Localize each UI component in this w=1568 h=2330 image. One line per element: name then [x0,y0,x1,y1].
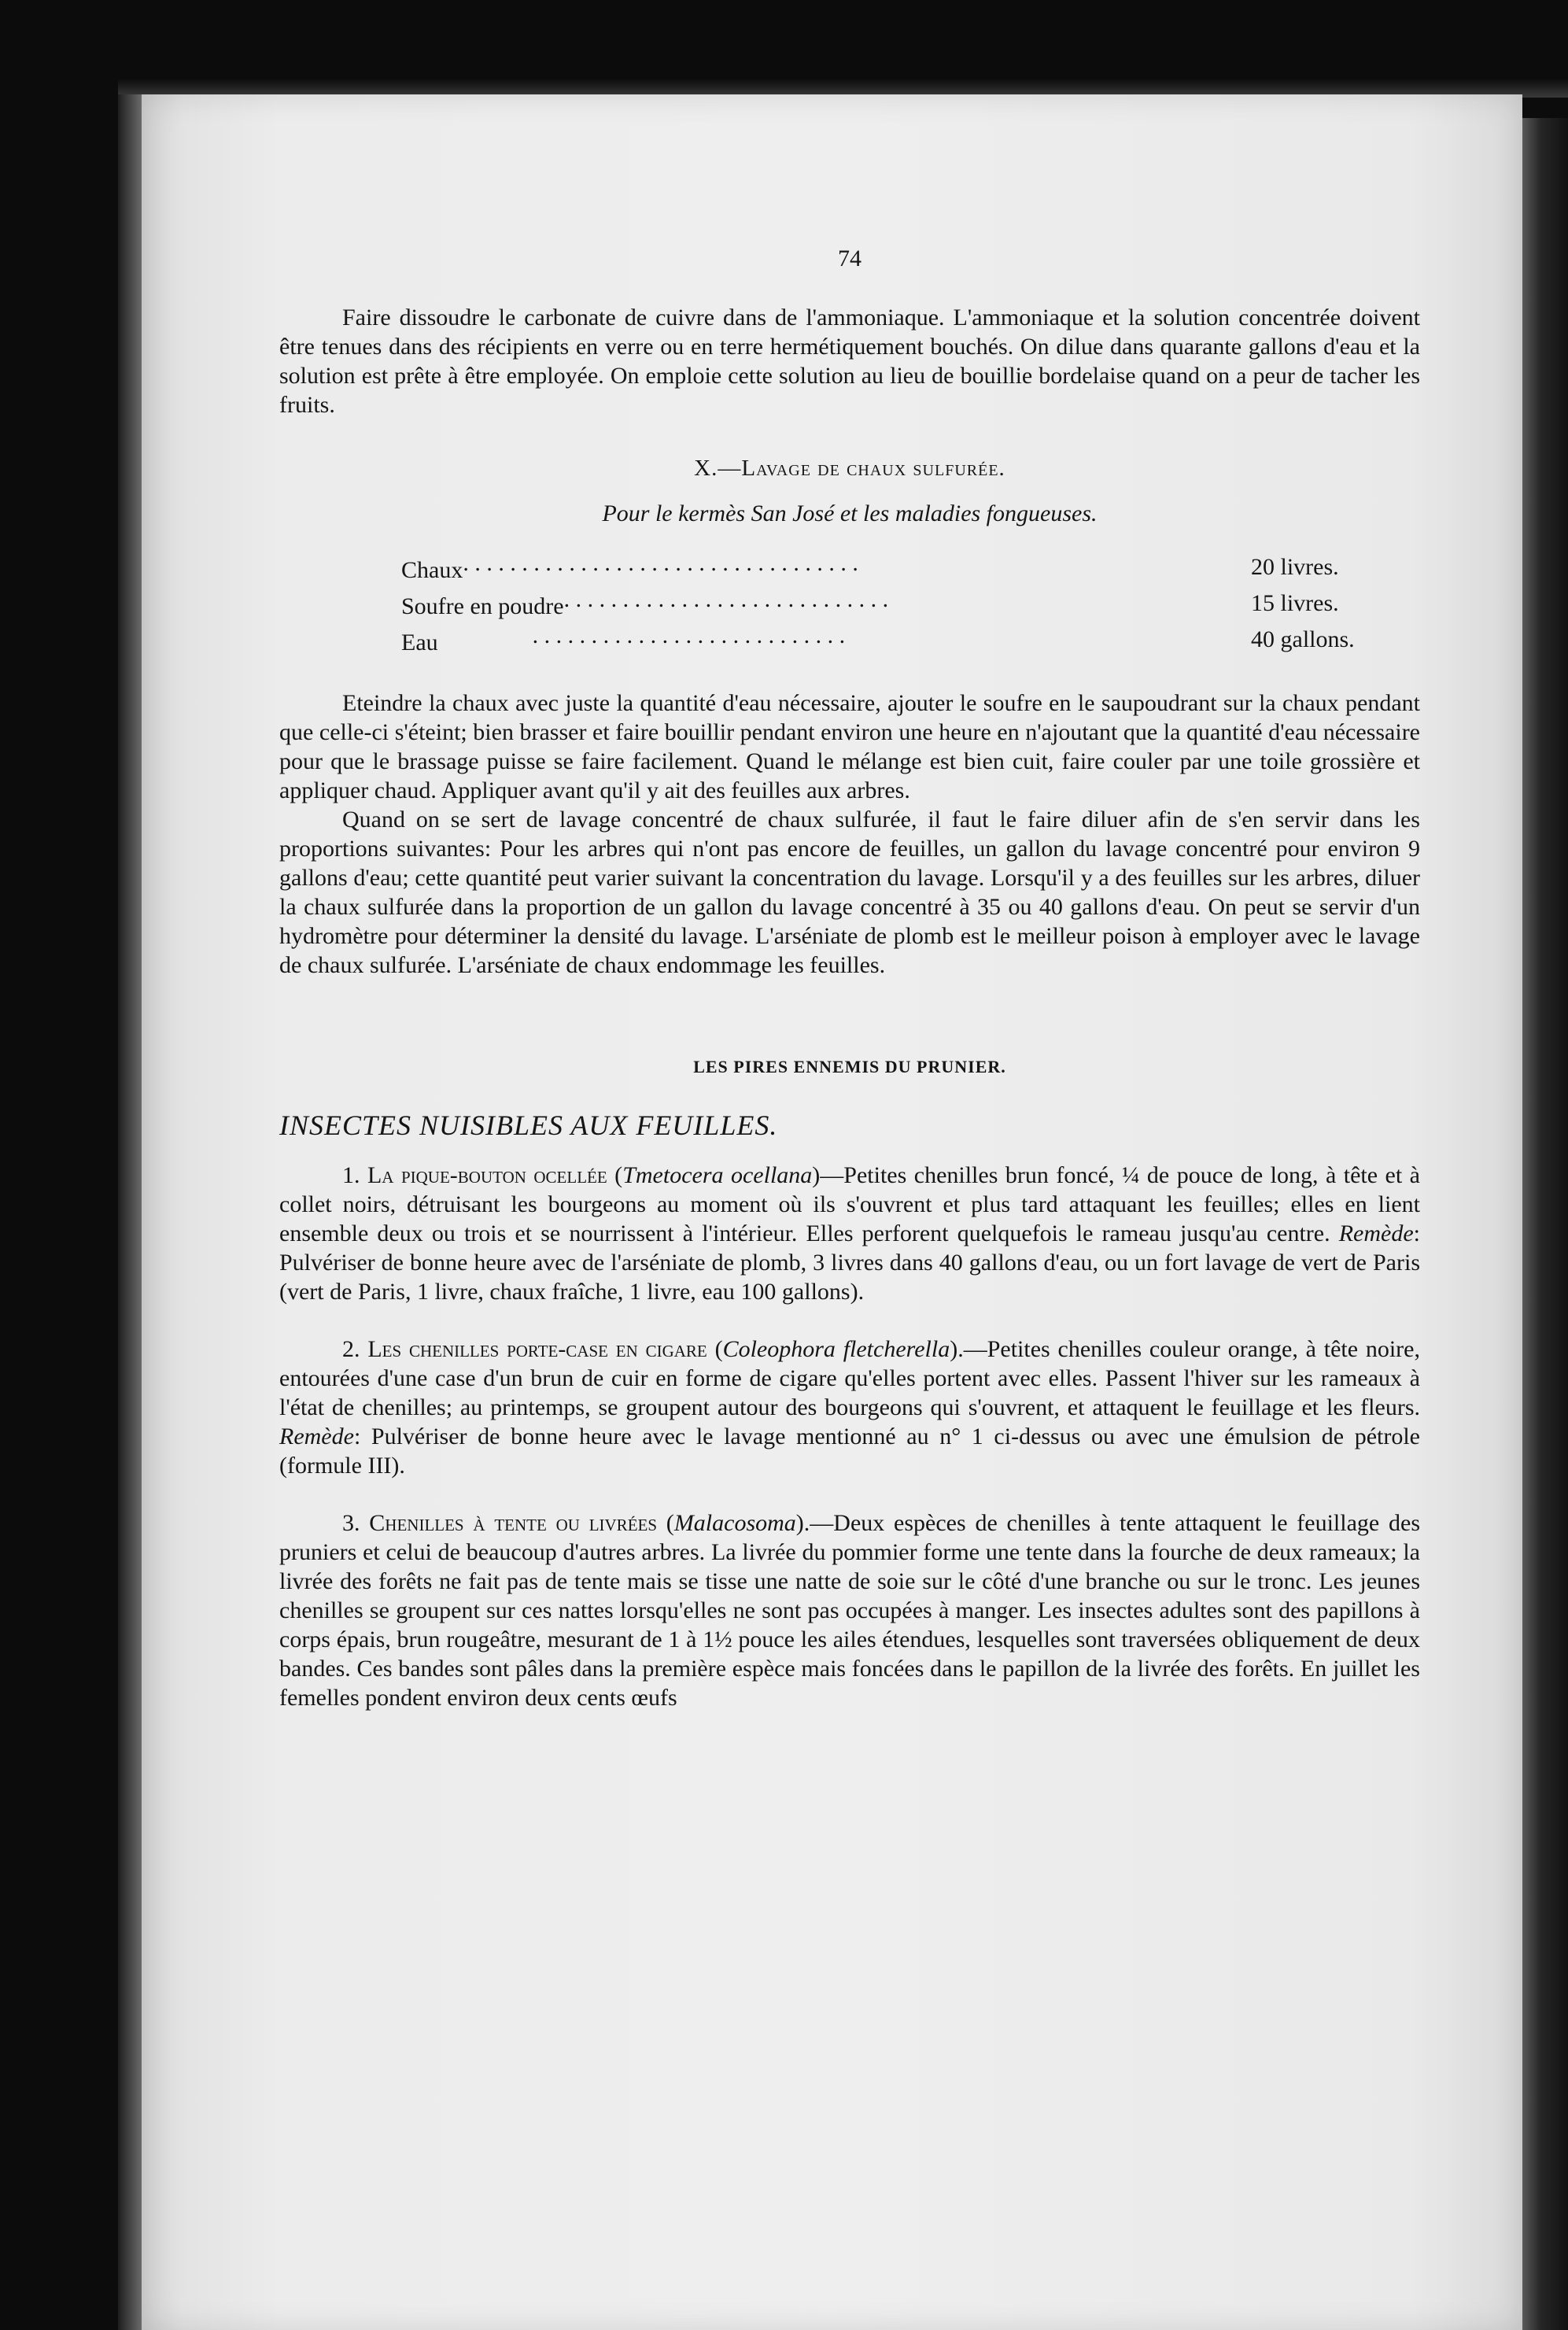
entry-name: Les chenilles porte-case en cigare [367,1336,707,1362]
ingredient-quantity: 40 gallons. [1251,626,1355,652]
entry-number: 3. [342,1510,360,1536]
page-number: 74 [838,246,861,271]
section-title: X.—Lavage de chaux sulfurée. [694,456,1005,481]
remedy-text: : Pulvériser de bonne heure avec le lavage mentionné au n° 1 ci-dessus ou avec une émulsion de pétrole (formule III). [279,1423,1420,1479]
ingredient-row [401,621,1355,657]
entry-2: 2. Les chenilles porte-case en cigare (Coleophora fletcherella).—Petites chenilles couleur orange, à tête noire, entourées d'une case d'un brun de cuir en forme de cigare qu'elles portent avec elles. Passent l'hiver sur les rameaux à l'état de chenilles; au printemps, se groupent autour des bourgeons qui s'ouvrent, et attaquent le feuillage et les fleurs. Remède: Pulvériser de bonne heure avec le lavage mentionné au n° 1 ci-dessus ou avec une émulsion de pétrole (formule III). [279,1336,1420,1479]
remedy-label: Remède [279,1423,354,1449]
entry-name: Chenilles à tente ou livrées [369,1510,658,1536]
ingredients-table [401,548,1355,657]
entry-number: 1. [342,1162,360,1188]
ingredient-name: Eau [401,630,438,655]
page-content [279,244,1420,1741]
entry-name: La pique-bouton ocellée [367,1162,607,1188]
ingredient-row [401,585,1355,621]
scan-left-edge [118,94,142,2330]
dot-leader: . . . . . . . . . . . . . . . . . . . . . . . . . . . [437,622,846,648]
entry-text: .—Petites chenilles couleur orange, à tête noire, entourées d'une case d'un brun de cuir en forme de cigare qu'elles portent avec elles. Passent l'hiver sur les rameaux à l'état de chenilles; au printemps, se groupent autour des bourgeons qui s'ouvrent, et attaquent le feuillage et les fleurs. [279,1336,1420,1420]
dot-leader: . . . . . . . . . . . . . . . . . . . . . . . . . . . . [563,586,889,612]
section-subtitle: Pour le kermès San José et les maladies fongueuses. [602,500,1098,526]
mixing-paragraph: Eteindre la chaux avec juste la quantité d'eau nécessaire, ajouter le soufre en le saupoudrant sur la chaux pendant que celle-ci s'éteint; bien brasser et faire bouillir pendant environ une heure en n'ajoutant que la quantité d'eau nécessaire pour que le brassage puisse se faire facilement. Quand le mélange est bien cuit, faire couler par une toile grossière et appliquer chaud. Appliquer avant qu'il y ait des feuilles aux arbres. [279,690,1420,803]
entry-text: —Petites chenilles brun foncé, ¼ de pouce de long, à tête et à collet noirs, détruisant les bourgeons au moment où ils s'ouvrent et plus tard attaquant les feuilles; elles en lient ensemble deux ou trois et se nourrissent à l'intérieur. Elles perforent quelquefois le rameau jusqu'au centre. [279,1162,1420,1246]
entry-1: 1. La pique-bouton ocellée (Tmetocera ocellana)—Petites chenilles brun foncé, ¼ de pouce de long, à tête et à collet noirs, détruisant les bourgeons au moment où ils s'ouvrent et plus tard attaquant les feuilles; elles en lient ensemble deux ou trois et se nourrissent à l'intérieur. Elles perforent quelquefois le rameau jusqu'au centre. Remède: Pulvériser de bonne heure avec de l'arséniate de plomb, 3 livres dans 40 gallons d'eau, ou un fort lavage de vert de Paris (vert de Paris, 1 livre, chaux fraîche, 1 livre, eau 100 gallons). [279,1162,1420,1305]
ingredient-name: Chaux [401,557,463,583]
entry-latin: Malacosoma [673,1510,796,1536]
scan-right-edge [1522,118,1568,2330]
dilution-paragraph: Quand on se sert de lavage concentré de chaux sulfurée, il faut le faire diluer afin de s'en servir dans les proportions suivantes: Pour les arbres qui n'ont pas encore de feuilles, un gallon du lavage concentré pour environ 9 gallons d'eau; cette quantité peut varier suivant la concentration du lavage. Lorsqu'il y a des feuilles sur les arbres, diluer la chaux sulfurée dans la proportion de un gallon du lavage concentré à 35 ou 40 gallons d'eau. On peut se servir d'un hydromètre pour déterminer la densité du lavage. L'arséniate de plomb est le meilleur poison à employer avec le lavage de chaux sulfurée. L'arséniate de chaux endommage les feuilles. [279,807,1420,978]
ingredient-quantity: 20 livres. [1251,553,1339,580]
intro-paragraph: Faire dissoudre le carbonate de cuivre dans de l'ammoniaque. L'ammoniaque et la solution concentrée doivent être tenues dans des récipients en verre ou en terre hermétiquement bouchés. On dilue dans quarante gallons d'eau et la solution est prête à être employée. On emploie cette solution au lieu de bouillie bordelaise quand on a peur de tacher les fruits. [279,305,1420,418]
entry-text: .—Deux espèces de chenilles à tente attaquent le feuillage des pruniers et celui de beaucoup d'autres arbres. La livrée du pommier forme une tente dans la fourche de deux rameaux; la livrée des forêts ne fait pas de tente mais se tisse une natte de soie sur le côté d'une branche ou sur le tronc. Les jeunes chenilles se groupent sur ces nattes lorsqu'elles ne sont pas occupées à manger. Les insectes adultes sont des papillons à corps épais, brun rougeâtre, mesurant de 1 à 1½ pouce les ailes étendues, lesquelles sont traversées obliquement de deux bandes. Ces bandes sont pâles dans la première espèce mais foncées dans le papillon de la livrée des forêts. En juillet les femelles pondent environ deux cents œufs [279,1510,1421,1711]
dot-leader: . . . . . . . . . . . . . . . . . . . . . . . . . . . . . . . . . . [463,550,858,576]
entry-3: 3. Chenilles à tente ou livrées (Malacosoma).—Deux espèces de chenilles à tente attaquent le feuillage des pruniers et celui de beaucoup d'autres arbres. La livrée du pommier forme une tente dans la fourche de deux rameaux; la livrée des forêts ne fait pas de tente mais se tisse une natte de soie sur le côté d'une branche ou sur le tronc. Les jeunes chenilles se groupent sur ces nattes lorsqu'elles ne sont pas occupées à manger. Les insectes adultes sont des papillons à corps épais, brun rougeâtre, mesurant de 1 à 1½ pouce les ailes étendues, lesquelles sont traversées obliquement de deux bandes. Ces bandes sont pâles dans la première espèce mais foncées dans le papillon de la livrée des forêts. En juillet les femelles pondent environ deux cents œufs [279,1510,1421,1711]
entry-number: 2. [342,1336,360,1362]
ingredient-name: Soufre en poudre [401,593,564,619]
entry-latin: Tmetocera ocellana [622,1162,813,1188]
insect-heading: INSECTES NUISIBLES AUX FEUILLES. [279,1110,778,1141]
ingredient-quantity: 15 livres. [1251,589,1339,616]
prune-heading: LES PIRES ENNEMIS DU PRUNIER. [693,1057,1006,1076]
ingredient-row [401,548,1355,585]
entry-latin: Coleophora fletcherella [722,1336,950,1362]
remedy-label: Remède [1338,1220,1414,1246]
remedy-text: : Pulvériser de bonne heure avec de l'arséniate de plomb, 3 livres dans 40 gallons d'eau, ou un fort lavage de vert de Paris (vert de Paris, 1 livre, chaux fraîche, 1 livre, eau 100 gallons). [279,1220,1420,1305]
